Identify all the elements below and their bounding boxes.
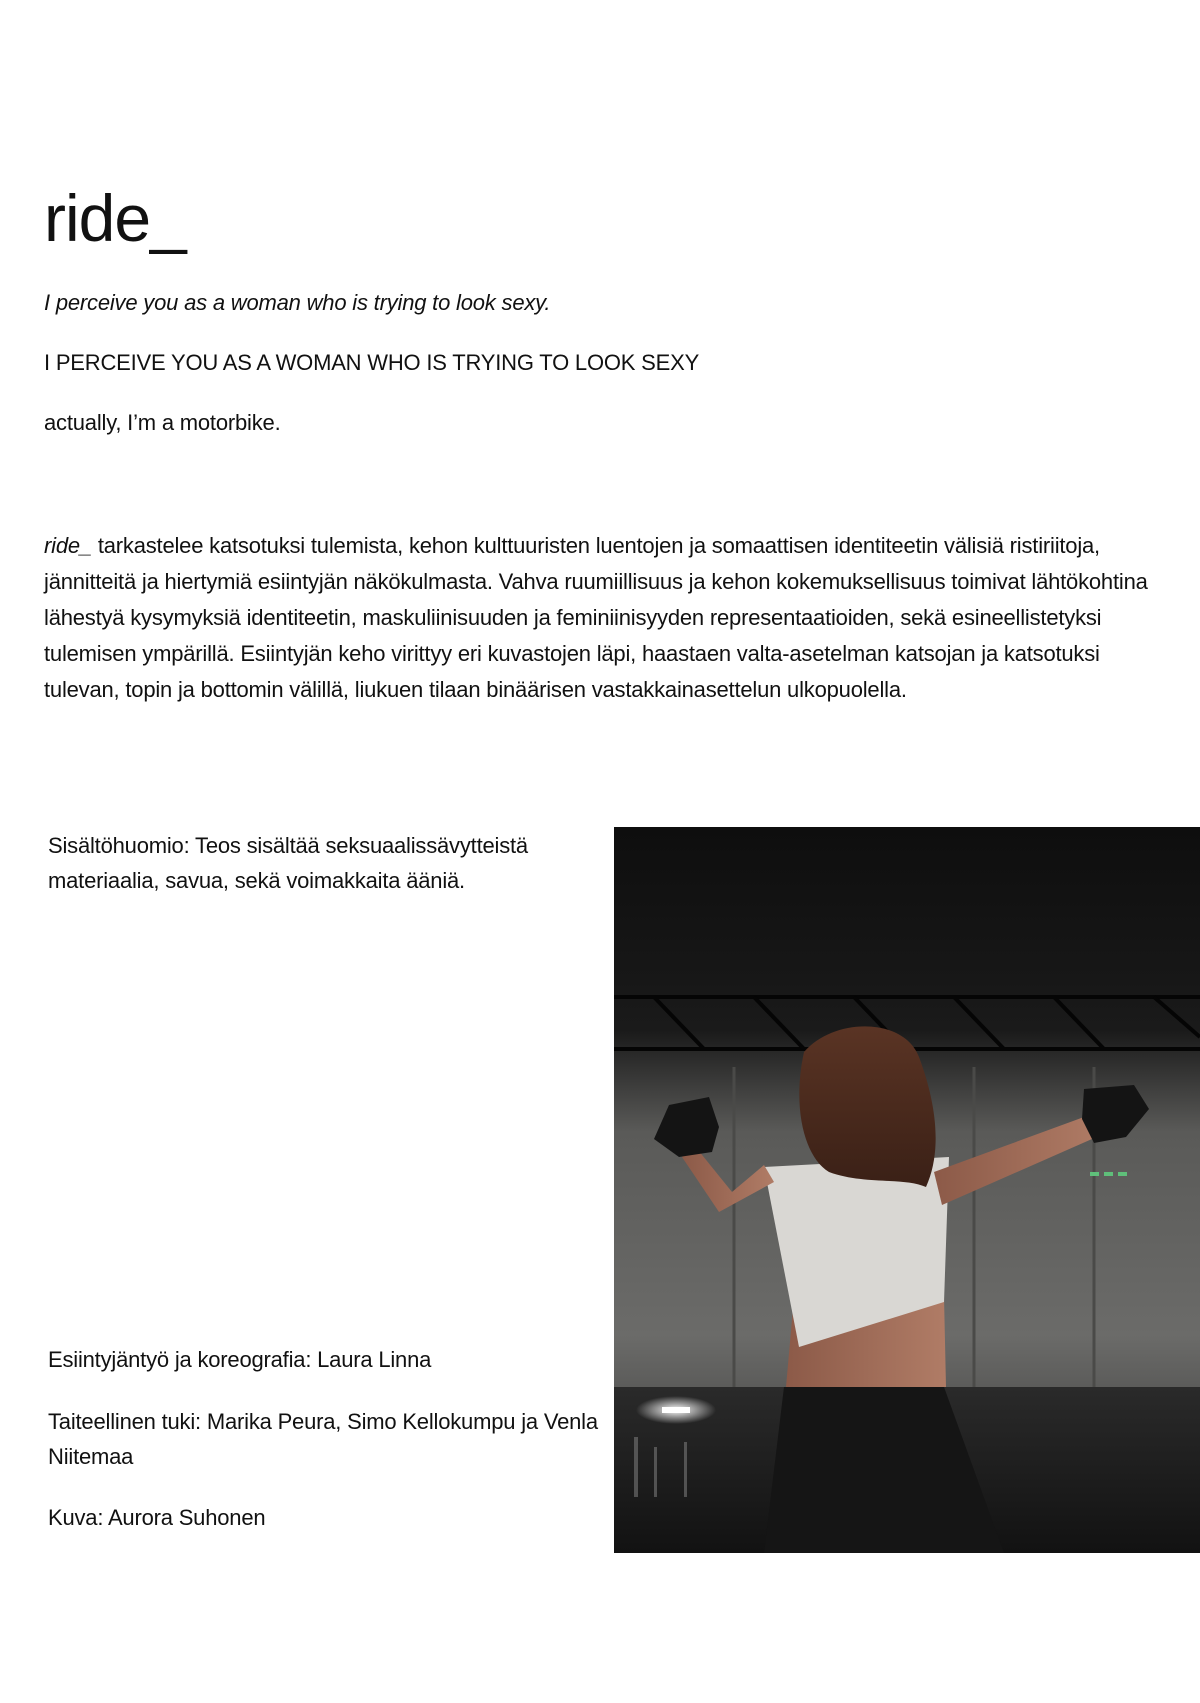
exit-lights: [1090, 1172, 1127, 1176]
description-title-ref: ride_: [44, 533, 92, 558]
performance-photo-illustration: [614, 827, 1200, 1553]
credit-support: Taiteellinen tuki: Marika Peura, Simo Kellokumpu ja Venla Niitemaa: [48, 1409, 598, 1469]
stage-light-core: [662, 1407, 690, 1413]
tagline-caps: I PERCEIVE YOU AS A WOMAN WHO IS TRYING TO LOOK SEXY: [44, 350, 700, 375]
content-warning: Sisältöhuomio: Teos sisältää seksuaalissävytteistä materiaalia, savua, sekä voimakkaita ääniä.: [48, 833, 528, 893]
tagline-motorbike: actually, I’m a motorbike.: [44, 410, 281, 435]
description-text: tarkastelee katsotuksi tulemista, kehon kulttuuristen luentojen ja somaattisen identiteetin välisiä ristiriitoja, jännitteitä ja hiertymiä esiintyjän näkökulmasta. Vahva ruumiillisuus ja kehon kokemuksellisuus toimivat lähtökohtina lähestyä kysymyksiä identiteetin, maskuliinisuuden ja feminiinisyyden representaatioiden, sekä esineellistetyksi tulemisen ympärillä. Esiintyjän keho virittyy eri kuvastojen läpi, haastaen valta-asetelman katsojan ja katsotuksi tulevan, topin ja bottomin välillä, liukuen tilaan binäärisen vastakkainasettelun ulkopuolella.: [44, 533, 1148, 702]
description-paragraph: [44, 528, 1169, 708]
performance-photo: [614, 827, 1200, 1553]
page-title: ride_: [44, 181, 186, 255]
tagline-italic: I perceive you as a woman who is trying to look sexy.: [44, 290, 551, 315]
credit-photo: Kuva: Aurora Suhonen: [48, 1505, 266, 1530]
credit-performance: Esiintyjäntyö ja koreografia: Laura Linna: [48, 1347, 432, 1372]
dancer-hair: [799, 1026, 935, 1187]
